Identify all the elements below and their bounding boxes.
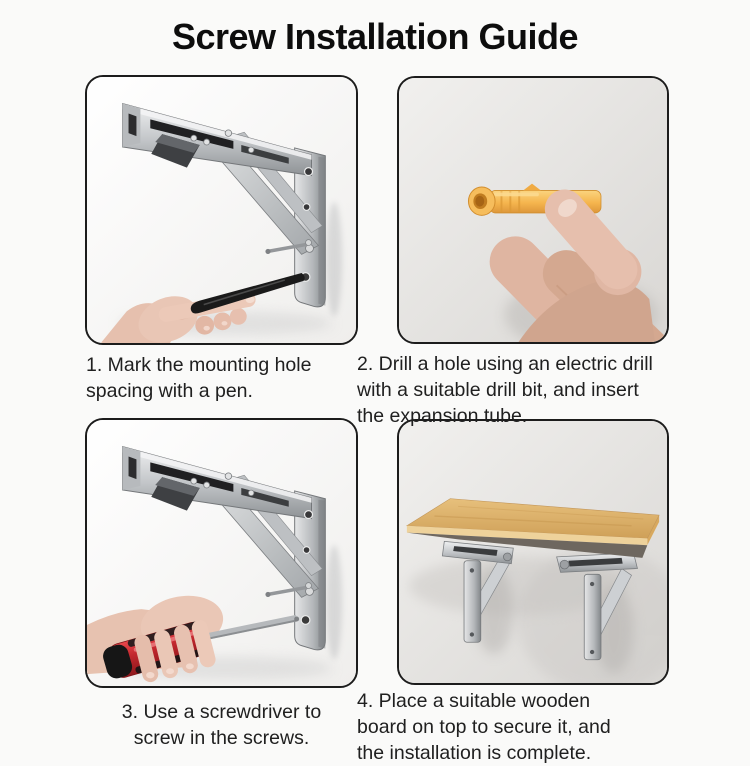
caption-line: 2. Drill a hole using an electric drill: [357, 353, 653, 375]
step-4-illustration: [399, 421, 667, 683]
caption-line: with a suitable drill bit, and insert: [357, 379, 639, 401]
caption-line: the expansion tube.: [357, 405, 528, 427]
step-2-illustration: [399, 78, 667, 342]
caption-line: 3. Use a screwdriver to: [121, 701, 322, 723]
step-4-caption: [357, 688, 697, 766]
step-3-panel: [85, 418, 358, 688]
step-2-panel: [397, 76, 669, 344]
step-1-panel: [85, 75, 358, 345]
step-1-illustration: [87, 77, 356, 343]
page-title: Screw Installation Guide: [171, 16, 579, 57]
step-4-panel: [397, 419, 669, 685]
caption-line: spacing with a pen.: [86, 380, 253, 402]
step-1-caption: [86, 352, 386, 404]
caption-line: screw in the screws.: [133, 727, 310, 749]
caption-line: 4. Place a suitable wooden: [357, 690, 591, 712]
caption-line: the installation is complete.: [357, 742, 592, 764]
caption-line: 1. Mark the mounting hole: [86, 354, 312, 376]
step-2-caption: [357, 351, 702, 429]
step-3-illustration: [87, 420, 356, 686]
step-3-caption: [85, 699, 358, 751]
caption-line: board on top to secure it, and: [357, 716, 611, 738]
